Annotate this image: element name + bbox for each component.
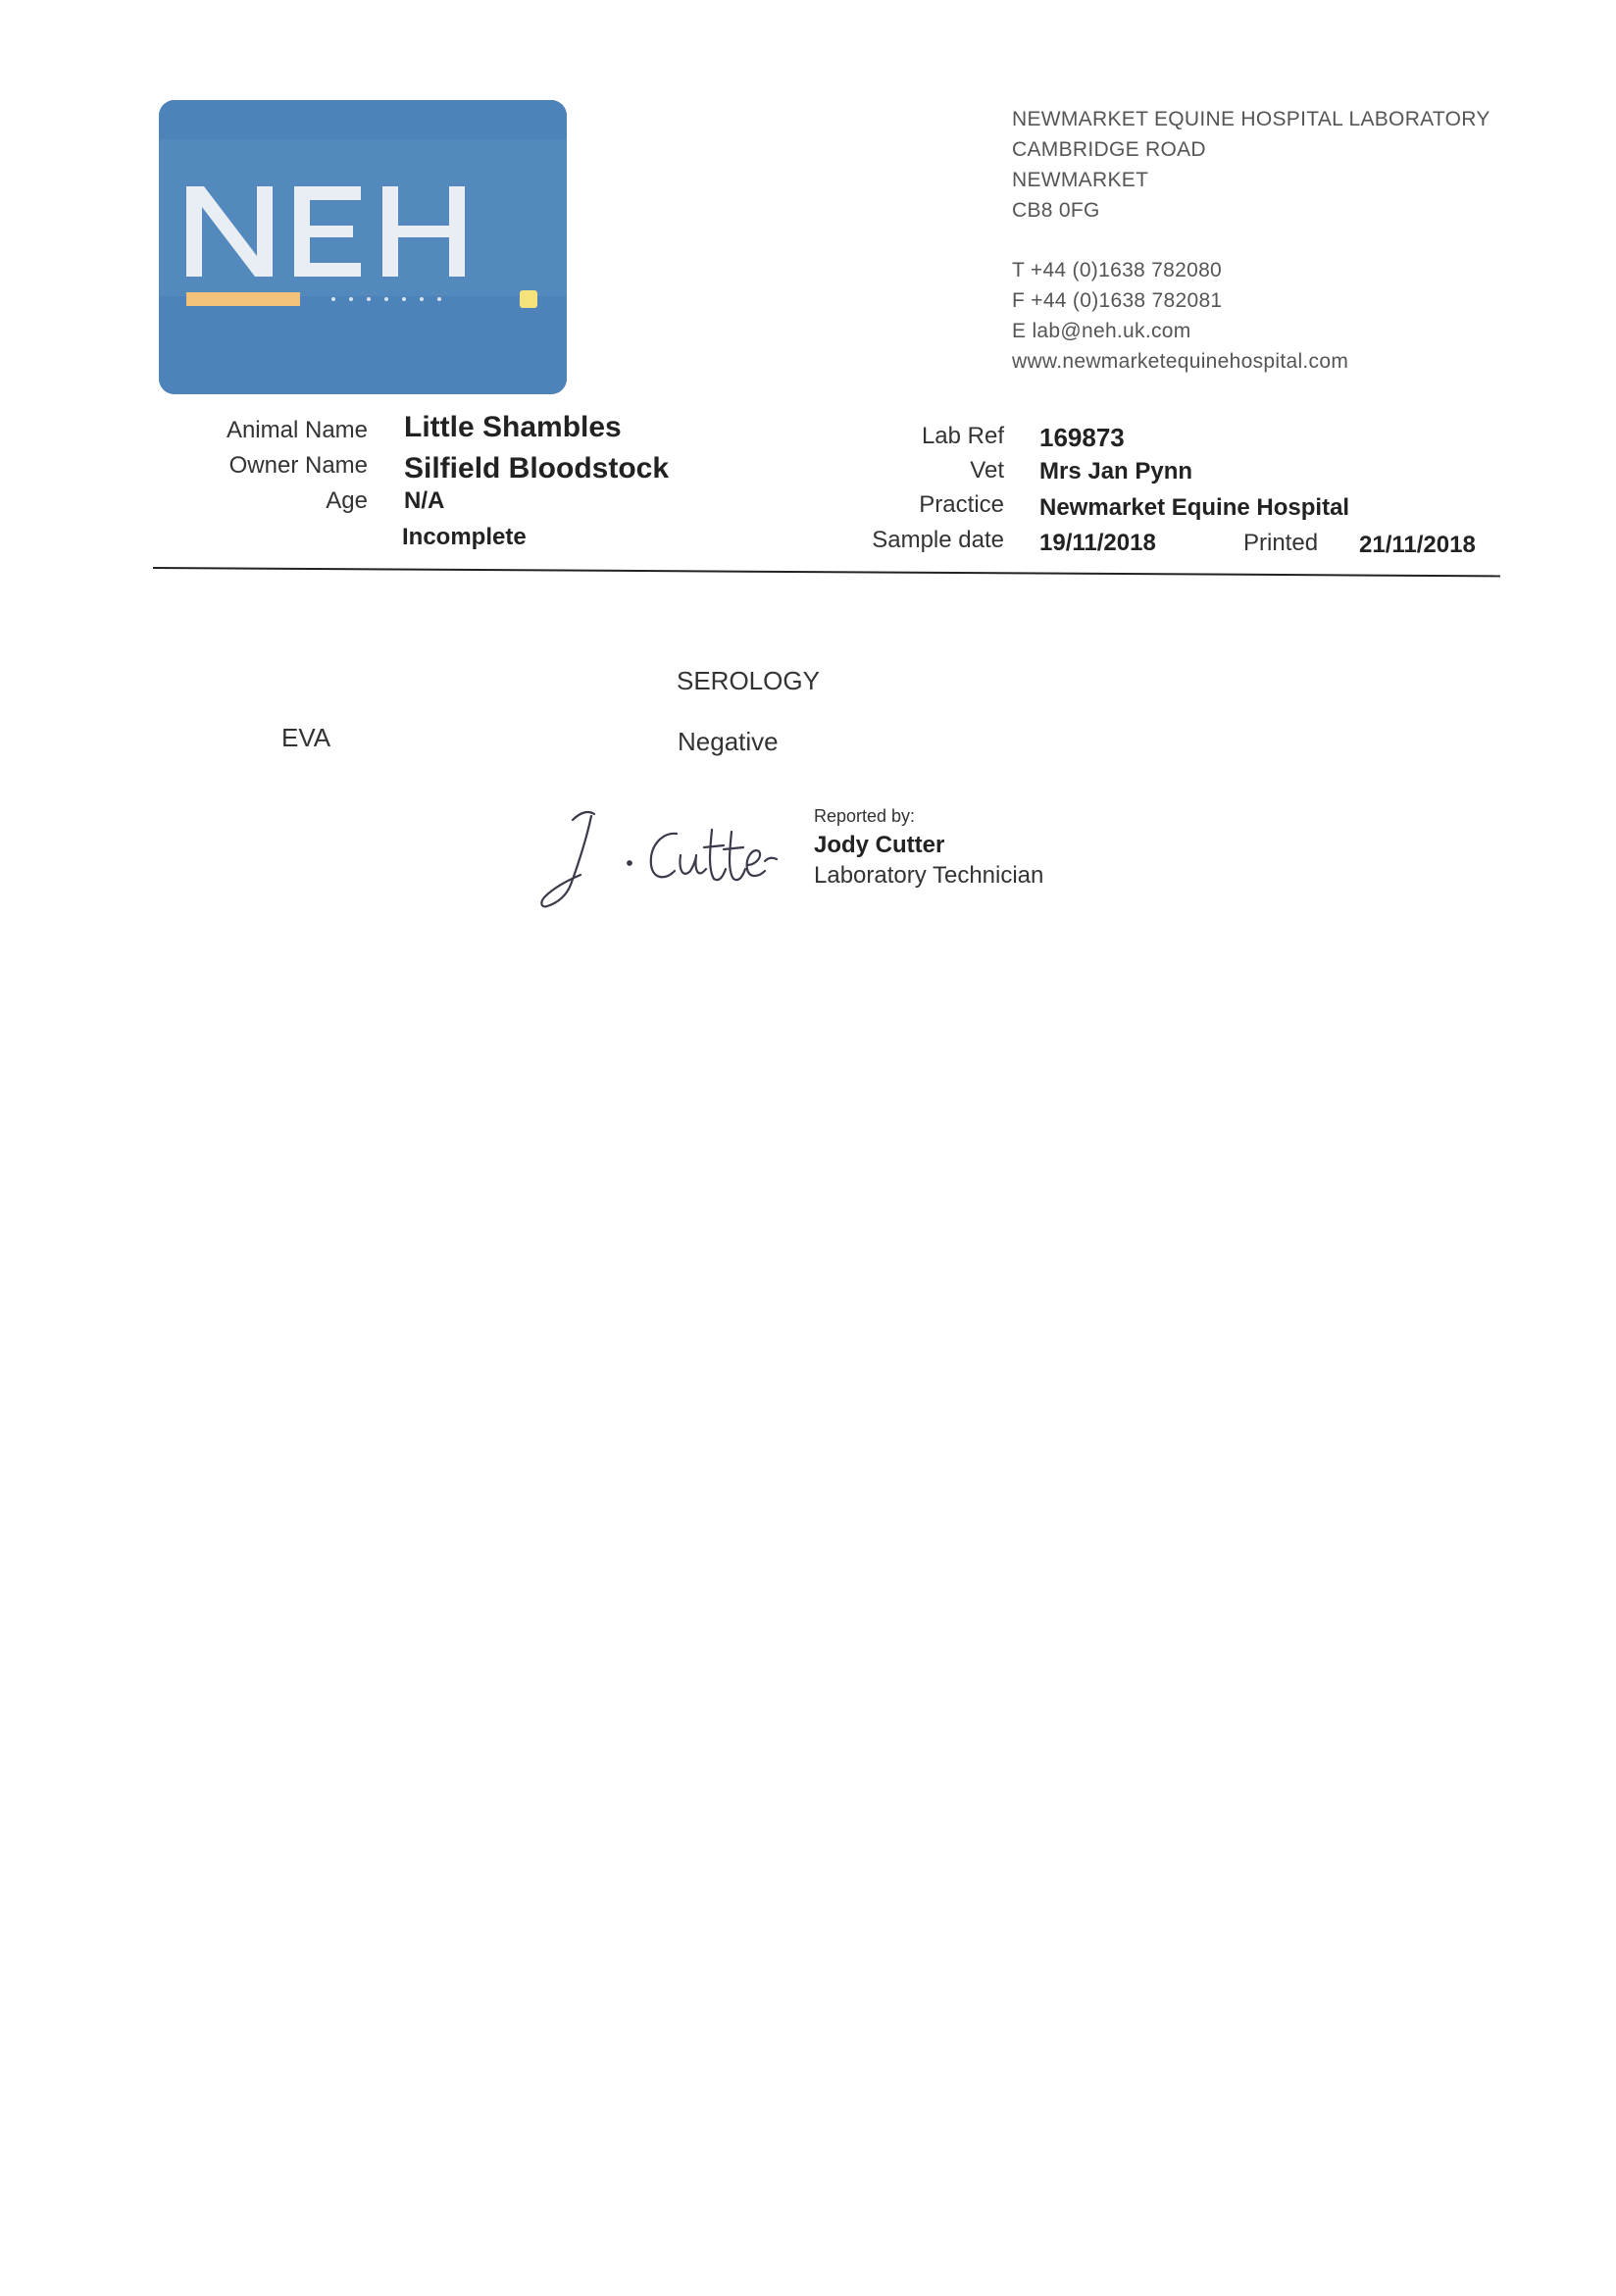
sample-date: 19/11/2018 bbox=[1039, 530, 1156, 556]
website[interactable]: www.newmarketequinehospital.com bbox=[1012, 350, 1349, 373]
vet: Mrs Jan Pynn bbox=[1039, 458, 1193, 485]
reported-by-label: Reported by: bbox=[814, 806, 916, 826]
animal-name-label: Animal Name bbox=[226, 417, 368, 443]
printed-label: Printed bbox=[1243, 530, 1319, 556]
section-heading: SEROLOGY bbox=[677, 666, 820, 695]
sample-date-label: Sample date bbox=[872, 527, 1004, 553]
animal-name: Little Shambles bbox=[404, 411, 622, 443]
lab-ref: 169873 bbox=[1039, 423, 1125, 452]
status: Incomplete bbox=[402, 524, 527, 550]
age: N/A bbox=[404, 487, 445, 514]
test-name: EVA bbox=[281, 723, 331, 752]
printed-date: 21/11/2018 bbox=[1359, 532, 1476, 558]
lab-address bbox=[1012, 104, 1490, 377]
address-line: CAMBRIDGE ROAD bbox=[1012, 138, 1206, 161]
neh-logo-mark bbox=[159, 100, 567, 394]
signature bbox=[537, 800, 783, 918]
test-result: Negative bbox=[678, 727, 779, 756]
practice: Newmarket Equine Hospital bbox=[1039, 494, 1350, 521]
reporter-name: Jody Cutter bbox=[814, 832, 945, 858]
address-line: NEWMARKET EQUINE HOSPITAL LABORATORY bbox=[1012, 108, 1490, 130]
vet-label: Vet bbox=[970, 457, 1004, 484]
phone: T +44 (0)1638 782080 bbox=[1012, 259, 1223, 281]
header-divider bbox=[153, 567, 1500, 577]
fax: F +44 (0)1638 782081 bbox=[1012, 289, 1223, 312]
address-line: CB8 0FG bbox=[1012, 199, 1100, 222]
age-label: Age bbox=[326, 487, 368, 514]
reporter-role: Laboratory Technician bbox=[814, 862, 1044, 889]
address-line: NEWMARKET bbox=[1012, 169, 1149, 191]
practice-label: Practice bbox=[919, 491, 1004, 518]
owner-name-label: Owner Name bbox=[228, 452, 368, 479]
neh-logo bbox=[159, 100, 567, 394]
owner-name: Silfield Bloodstock bbox=[404, 452, 670, 485]
lab-ref-label: Lab Ref bbox=[921, 423, 1004, 449]
email[interactable]: E lab@neh.uk.com bbox=[1012, 320, 1191, 342]
